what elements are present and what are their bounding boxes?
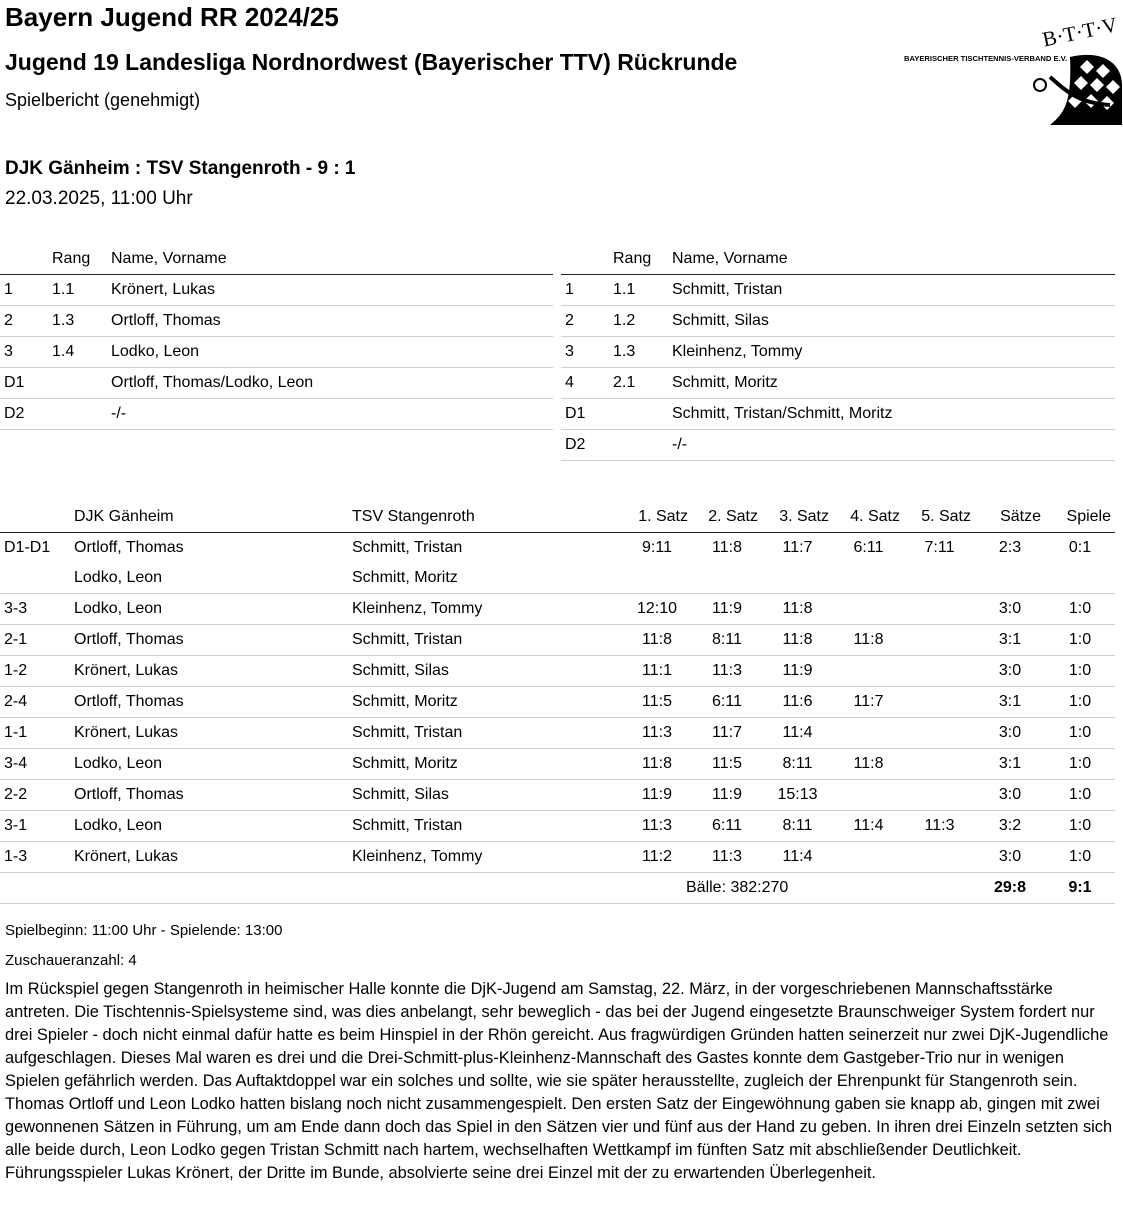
game-set-5: 11:3 bbox=[904, 811, 975, 842]
lineup-row bbox=[561, 337, 1115, 368]
game-row bbox=[0, 533, 1115, 564]
lineup-rank: 1.3 bbox=[609, 337, 668, 368]
col-set-5: 5. Satz bbox=[904, 502, 975, 533]
bttv-logo bbox=[900, 5, 1122, 125]
game-set-3: 11:7 bbox=[782, 539, 813, 556]
game-sets: 3:1 bbox=[975, 687, 1045, 718]
col-set-3: 3. Satz bbox=[762, 502, 833, 533]
lineup-row bbox=[0, 337, 553, 368]
game-sets: 3:2 bbox=[975, 811, 1045, 842]
league-title: Jugend 19 Landesliga Nordnordwest (Bayerischer TTV) Rückrunde bbox=[5, 49, 738, 75]
game-set-1: 11:2 bbox=[622, 842, 692, 873]
game-sets: 3:0 bbox=[975, 594, 1045, 625]
lineup-name: Ortloff, Thomas bbox=[107, 306, 553, 337]
game-set-1: 11:9 bbox=[622, 780, 692, 811]
game-set-3: 11:8 bbox=[762, 594, 833, 625]
lineup-name: Schmitt, Tristan bbox=[668, 275, 1115, 306]
game-set-2: 8:11 bbox=[692, 625, 762, 656]
game-set-3: 11:6 bbox=[762, 687, 833, 718]
game-set-1: 9:11 bbox=[642, 539, 672, 556]
lineup-nr: 1 bbox=[561, 275, 609, 306]
lineup-row bbox=[0, 275, 553, 306]
col-nr bbox=[0, 244, 48, 275]
game-games: 1:0 bbox=[1045, 780, 1115, 811]
lineup-nr: D1 bbox=[561, 399, 609, 430]
col-home: DJK Gänheim bbox=[70, 502, 348, 533]
game-pair: 2-1 bbox=[0, 625, 70, 656]
game-set-4: 11:8 bbox=[833, 749, 904, 780]
lineup-name: Kleinhenz, Tommy bbox=[668, 337, 1115, 368]
totals-sets: 29:8 bbox=[975, 873, 1045, 904]
lineup-row bbox=[0, 306, 553, 337]
lineup-name: Ortloff, Thomas/Lodko, Leon bbox=[107, 368, 553, 399]
game-set-3: 8:11 bbox=[762, 749, 833, 780]
game-set-5 bbox=[904, 656, 975, 687]
game-set-1: 12:10 bbox=[622, 594, 692, 625]
game-games: 1:0 bbox=[1045, 656, 1115, 687]
game-home: Lodko, Leon bbox=[70, 811, 348, 842]
game-set-3: 15:13 bbox=[762, 780, 833, 811]
match-result: DJK Gänheim : TSV Stangenroth - 9 : 1 bbox=[5, 158, 356, 179]
game-pair: 2-2 bbox=[0, 780, 70, 811]
lineup-rank: 1.3 bbox=[48, 306, 107, 337]
lineup-rank bbox=[609, 399, 668, 430]
game-pair: 3-4 bbox=[0, 749, 70, 780]
lineup-rank: 1.4 bbox=[48, 337, 107, 368]
game-row bbox=[0, 625, 1115, 656]
game-set-5 bbox=[904, 594, 975, 625]
game-set-2: 11:5 bbox=[692, 749, 762, 780]
game-set-2: 11:9 bbox=[692, 594, 762, 625]
lineup-rank bbox=[609, 430, 668, 461]
lineup-name: Schmitt, Tristan/Schmitt, Moritz bbox=[668, 399, 1115, 430]
game-set-4: 11:7 bbox=[833, 687, 904, 718]
game-sets: 3:0 bbox=[975, 718, 1045, 749]
lineup-rank bbox=[48, 399, 107, 430]
game-set-4 bbox=[833, 594, 904, 625]
lineup-nr: D2 bbox=[561, 430, 609, 461]
game-set-3: 11:9 bbox=[762, 656, 833, 687]
game-sets: 3:1 bbox=[975, 625, 1045, 656]
lineup-rank: 2.1 bbox=[609, 368, 668, 399]
col-games: Spiele bbox=[1045, 502, 1115, 533]
lineup-name: Lodko, Leon bbox=[107, 337, 553, 368]
game-row bbox=[0, 811, 1115, 842]
game-games: 1:0 bbox=[1045, 749, 1115, 780]
game-row bbox=[0, 687, 1115, 718]
game-set-4 bbox=[833, 656, 904, 687]
game-away: Schmitt, Tristan bbox=[348, 625, 622, 656]
game-set-5 bbox=[904, 749, 975, 780]
game-row bbox=[0, 780, 1115, 811]
games-header-row bbox=[0, 502, 1115, 533]
lineup-nr: 2 bbox=[561, 306, 609, 337]
games-table bbox=[0, 502, 1115, 904]
game-away: Schmitt, Silas bbox=[348, 656, 622, 687]
lineup-row bbox=[561, 306, 1115, 337]
lineup-row bbox=[561, 275, 1115, 306]
game-row bbox=[0, 749, 1115, 780]
game-away: Kleinhenz, Tommy bbox=[348, 842, 622, 873]
home-lineup-table bbox=[0, 244, 553, 430]
lineup-name: -/- bbox=[107, 399, 553, 430]
col-name: Name, Vorname bbox=[668, 244, 1115, 275]
game-sets: 2:3 bbox=[998, 539, 1022, 556]
game-home: Ortloff, Thomas bbox=[70, 625, 348, 656]
game-sets: 3:1 bbox=[975, 749, 1045, 780]
away-lineup-table bbox=[561, 244, 1115, 461]
game-set-1: 11:3 bbox=[622, 718, 692, 749]
game-row bbox=[0, 594, 1115, 625]
game-sets: 3:0 bbox=[975, 842, 1045, 873]
game-pair: 1-1 bbox=[0, 718, 70, 749]
lineup-row bbox=[561, 399, 1115, 430]
game-set-2: 11:9 bbox=[692, 780, 762, 811]
game-home: Ortloff, Thomas bbox=[70, 687, 348, 718]
game-set-4: 11:8 bbox=[833, 625, 904, 656]
game-set-4: 6:11 bbox=[853, 539, 884, 556]
game-pair: 3-1 bbox=[0, 811, 70, 842]
game-sets: 3:0 bbox=[975, 780, 1045, 811]
game-home: Lodko, Leon bbox=[70, 594, 348, 625]
lineup-header-row bbox=[0, 244, 553, 275]
game-set-5 bbox=[904, 842, 975, 873]
lineup-rank: 1.1 bbox=[48, 275, 107, 306]
game-away: Schmitt, Tristan bbox=[352, 539, 463, 556]
logo-emblem-icon bbox=[1034, 55, 1122, 125]
lineup-row bbox=[0, 399, 553, 430]
game-set-3: 11:4 bbox=[762, 718, 833, 749]
game-set-2: 11:7 bbox=[692, 718, 762, 749]
col-pair bbox=[0, 502, 70, 533]
game-home: Lodko, Leon bbox=[70, 749, 348, 780]
game-home: Ortloff, Thomas bbox=[74, 539, 184, 556]
col-set-2: 2. Satz bbox=[692, 502, 762, 533]
game-set-1: 11:5 bbox=[622, 687, 692, 718]
game-games: 1:0 bbox=[1045, 718, 1115, 749]
game-row bbox=[0, 656, 1115, 687]
game-set-1: 11:1 bbox=[622, 656, 692, 687]
game-home: Krönert, Lukas bbox=[70, 718, 348, 749]
logo-letters: B·T·T·V bbox=[1040, 12, 1120, 52]
lineup-rank bbox=[48, 368, 107, 399]
game-away: Schmitt, Moritz bbox=[348, 749, 622, 780]
game-sets: 3:0 bbox=[975, 656, 1045, 687]
game-home: Ortloff, Thomas bbox=[70, 780, 348, 811]
game-away: Schmitt, Moritz bbox=[348, 687, 622, 718]
lineup-nr: 3 bbox=[0, 337, 48, 368]
game-set-1: 11:8 bbox=[622, 625, 692, 656]
col-rank: Rang bbox=[48, 244, 107, 275]
game-set-4 bbox=[833, 780, 904, 811]
lineup-nr: D2 bbox=[0, 399, 48, 430]
lineup-name: -/- bbox=[668, 430, 1115, 461]
report-type: Spielbericht (genehmigt) bbox=[5, 90, 201, 110]
game-set-4 bbox=[833, 718, 904, 749]
spectator-count: Zuschaueranzahl: 4 bbox=[5, 952, 137, 969]
lineup-name: Schmitt, Moritz bbox=[668, 368, 1115, 399]
game-set-2: 6:11 bbox=[692, 687, 762, 718]
game-pair: 1-2 bbox=[0, 656, 70, 687]
lineup-row bbox=[561, 368, 1115, 399]
game-pair: 3-3 bbox=[0, 594, 70, 625]
game-set-3: 11:8 bbox=[762, 625, 833, 656]
game-pair: 2-4 bbox=[0, 687, 70, 718]
lineup-name: Krönert, Lukas bbox=[107, 275, 553, 306]
game-row bbox=[0, 718, 1115, 749]
col-away: TSV Stangenroth bbox=[348, 502, 622, 533]
game-away: Schmitt, Tristan bbox=[348, 718, 622, 749]
game-games: 1:0 bbox=[1045, 594, 1115, 625]
game-set-5 bbox=[904, 687, 975, 718]
game-home-partner: Lodko, Leon bbox=[70, 563, 348, 594]
game-away-partner: Schmitt, Moritz bbox=[348, 563, 622, 594]
lineup-nr: 1 bbox=[0, 275, 48, 306]
page-title: Bayern Jugend RR 2024/25 bbox=[5, 2, 339, 32]
lineup-rank: 1.2 bbox=[609, 306, 668, 337]
game-games: 1:0 bbox=[1045, 842, 1115, 873]
game-row bbox=[0, 842, 1115, 873]
lineup-row bbox=[0, 368, 553, 399]
game-set-4 bbox=[833, 842, 904, 873]
game-games: 0:1 bbox=[1068, 539, 1092, 556]
lineup-rank: 1.1 bbox=[609, 275, 668, 306]
totals-balls: Bälle: 382:270 bbox=[622, 873, 975, 904]
col-set-1: 1. Satz bbox=[622, 502, 692, 533]
game-home: Krönert, Lukas bbox=[70, 656, 348, 687]
game-set-3: 8:11 bbox=[762, 811, 833, 842]
col-name: Name, Vorname bbox=[107, 244, 553, 275]
game-set-3: 11:4 bbox=[762, 842, 833, 873]
game-set-5 bbox=[904, 625, 975, 656]
totals-row bbox=[0, 873, 1115, 904]
lineup-nr: 3 bbox=[561, 337, 609, 368]
logo-text: BAYERISCHER TISCHTENNIS-VERBAND E.V. bbox=[904, 54, 1068, 63]
game-row-doubles-partners bbox=[0, 563, 1115, 594]
game-away: Schmitt, Tristan bbox=[348, 811, 622, 842]
col-sets: Sätze bbox=[975, 502, 1045, 533]
game-pair: D1-D1 bbox=[4, 539, 51, 556]
game-set-5: 7:11 bbox=[924, 539, 955, 556]
match-times: Spielbeginn: 11:00 Uhr - Spielende: 13:00 bbox=[5, 922, 283, 939]
game-set-2: 6:11 bbox=[692, 811, 762, 842]
lineup-row bbox=[561, 430, 1115, 461]
game-away: Schmitt, Silas bbox=[348, 780, 622, 811]
game-set-2: 11:3 bbox=[692, 656, 762, 687]
game-set-2: 11:8 bbox=[712, 539, 742, 556]
lineup-nr: D1 bbox=[0, 368, 48, 399]
game-pair: 1-3 bbox=[0, 842, 70, 873]
totals-games: 9:1 bbox=[1045, 873, 1115, 904]
lineup-nr: 4 bbox=[561, 368, 609, 399]
game-set-1: 11:8 bbox=[622, 749, 692, 780]
game-games: 1:0 bbox=[1045, 625, 1115, 656]
game-games: 1:0 bbox=[1045, 687, 1115, 718]
lineup-header-row bbox=[561, 244, 1115, 275]
col-nr bbox=[561, 244, 609, 275]
match-report-text: Im Rückspiel gegen Stangenroth in heimischer Halle konnte die DjK-Jugend am Samstag, 22. März, in der vorgeschriebenen Mannschaftsstärke antreten. Die Tischtennis-Spielsysteme sind, was dies anbelangt, sehr beweglich - das bei der Jugend eingesetzte Braunschweiger System fordert nur drei Spieler - doch nicht einmal dafür hatte es beim Hinspiel in der Rhön gereicht. Aus fragwürdigen Gründen hatten seinerzeit nur zwei DjK-Jugendliche aufgeschlagen. Dieses Mal waren es drei und die Drei-Schmitt-plus-Kleinhenz-Mannschaft des Gastes konnte dem Gastgeber-Trio nur in wenigen Spielen gefährlich werden. Das Auftaktdoppel war ein solches und sollte, wie sie später herausstellte, zugleich der Ehrenpunkt für Stangenroth sein. Thomas Ortloff und Leon Lodko hatten bislang noch nicht zusammengespielt. Den ersten Satz der Eingewöhnung gaben sie knapp ab, gingen mit zwei gewonnenen Sätzen in Führung, um am Ende dann doch das Spiel in den Sätzen vier und fünf aus der Hand zu geben. In ihren drei Einzeln setzten sich alle beide durch, Leon Lodko gegen Tristan Schmitt nach hartem, wechselhaften Wettkampf im fünften Satz mit abschließender Deutlichkeit. Führungsspieler Lukas Krönert, der Dritte im Bunde, absolvierte seine drei Einzel mit der zu erwartenden Überlegenheit. bbox=[5, 980, 1113, 1182]
game-home: Krönert, Lukas bbox=[70, 842, 348, 873]
game-away: Kleinhenz, Tommy bbox=[348, 594, 622, 625]
col-rank: Rang bbox=[609, 244, 668, 275]
game-set-5 bbox=[904, 718, 975, 749]
game-set-2: 11:3 bbox=[692, 842, 762, 873]
match-datetime: 22.03.2025, 11:00 Uhr bbox=[5, 188, 193, 209]
game-set-5 bbox=[904, 780, 975, 811]
game-set-4: 11:4 bbox=[833, 811, 904, 842]
lineup-nr: 2 bbox=[0, 306, 48, 337]
game-set-1: 11:3 bbox=[622, 811, 692, 842]
col-set-4: 4. Satz bbox=[833, 502, 904, 533]
lineup-name: Schmitt, Silas bbox=[668, 306, 1115, 337]
game-games: 1:0 bbox=[1045, 811, 1115, 842]
